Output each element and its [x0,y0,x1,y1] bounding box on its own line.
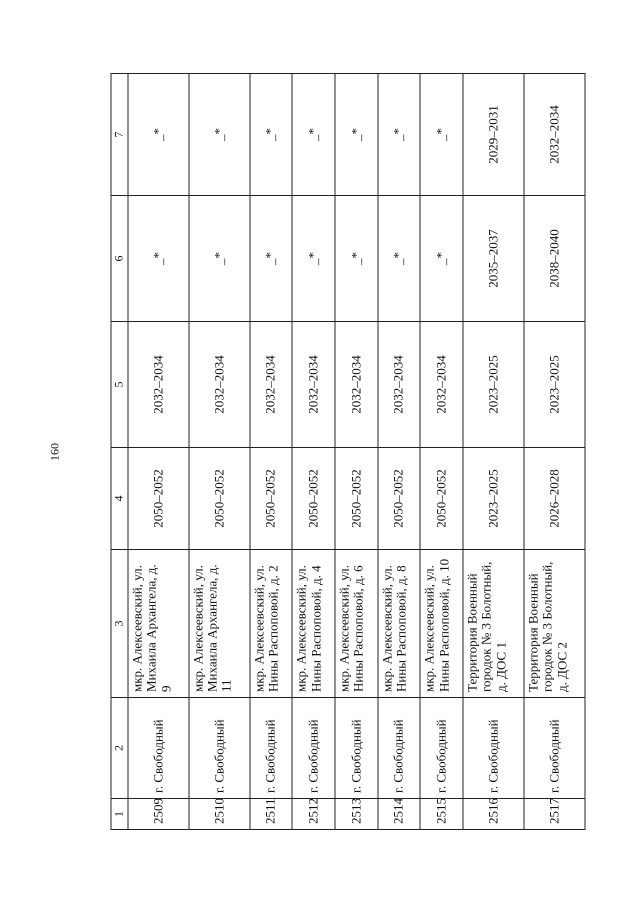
city-cell: г. Свободный [420,698,463,799]
period-cell: 2032–2034 [378,322,421,448]
period-cell: _* [335,74,378,196]
period-cell: _* [250,74,293,196]
city-cell: г. Свободный [335,698,378,799]
period-cell: _* [128,196,189,322]
city-cell: г. Свободный [292,698,335,799]
column-header: 2 [111,698,128,799]
city-cell: г. Свободный [524,698,585,799]
period-cell: 2050–2052 [420,448,463,550]
address-cell: мкр. Алексеевский, ул. Нины Распоповой, д. 10 [420,550,463,698]
period-cell: _* [378,74,421,196]
column-header: 4 [111,448,128,550]
table-row [292,74,335,830]
period-cell: 2023–2025 [524,322,585,448]
table-header-row [111,74,128,830]
address-cell: Территория Военный городок № 3 Болотный, д. ДОС 1 [463,550,524,698]
period-cell: _* [420,196,463,322]
period-cell: 2032–2034 [420,322,463,448]
period-cell: _* [378,196,421,322]
table-row [524,74,585,830]
table-row [378,74,421,830]
data-table [111,73,586,830]
city-cell: г. Свободный [128,698,189,799]
period-cell: 2032–2034 [524,74,585,196]
period-cell: 2050–2052 [292,448,335,550]
row-number: 2517 [524,799,585,830]
page-number: 160 [47,443,62,461]
period-cell: 2032–2034 [292,322,335,448]
period-cell: 2050–2052 [250,448,293,550]
period-cell: 2050–2052 [128,448,189,550]
city-cell: г. Свободный [463,698,524,799]
row-number: 2516 [463,799,524,830]
city-cell: г. Свободный [189,698,250,799]
column-header: 6 [111,196,128,322]
period-cell: 2032–2034 [128,322,189,448]
column-header: 7 [111,74,128,196]
period-cell: _* [420,74,463,196]
table-row [335,74,378,830]
period-cell: _* [292,74,335,196]
table-row [189,74,250,830]
city-cell: г. Свободный [378,698,421,799]
column-header: 3 [111,550,128,698]
period-cell: 2026–2028 [524,448,585,550]
period-cell: _* [292,196,335,322]
column-header: 5 [111,322,128,448]
table-row [128,74,189,830]
period-cell: _* [335,196,378,322]
row-number: 2511 [250,799,293,830]
row-number: 2510 [189,799,250,830]
address-cell: мкр. Алексеевский, ул. Нины Распоповой, д. 4 [292,550,335,698]
period-cell: _* [128,74,189,196]
table-row [250,74,293,830]
period-cell: 2023–2025 [463,322,524,448]
table-row [463,74,524,830]
city-cell: г. Свободный [250,698,293,799]
address-cell: мкр. Алексеевский, ул. Михаила Архангела, д. 11 [189,550,250,698]
period-cell: 2023–2025 [463,448,524,550]
period-cell: 2050–2052 [378,448,421,550]
row-number: 2509 [128,799,189,830]
period-cell: 2032–2034 [189,322,250,448]
period-cell: 2035–2037 [463,196,524,322]
period-cell: _* [189,74,250,196]
table-row [420,74,463,830]
address-cell: мкр. Алексеевский, ул. Михаила Архангела, д. 9 [128,550,189,698]
address-cell: Территория Военный городок № 3 Болотный, д. ДОС 2 [524,550,585,698]
period-cell: 2050–2052 [335,448,378,550]
period-cell: 2029–2031 [463,74,524,196]
column-header: 1 [111,799,128,830]
address-cell: мкр. Алексеевский, ул. Нины Распоповой, д. 2 [250,550,293,698]
period-cell: 2032–2034 [250,322,293,448]
period-cell: 2050–2052 [189,448,250,550]
rotated-table-container [111,74,586,830]
period-cell: 2038–2040 [524,196,585,322]
period-cell: _* [250,196,293,322]
period-cell: _* [189,196,250,322]
row-number: 2513 [335,799,378,830]
row-number: 2512 [292,799,335,830]
address-cell: мкр. Алексеевский, ул. Нины Распоповой, д. 6 [335,550,378,698]
address-cell: мкр. Алексеевский, ул. Нины Распоповой, д. 8 [378,550,421,698]
period-cell: 2032–2034 [335,322,378,448]
row-number: 2514 [378,799,421,830]
row-number: 2515 [420,799,463,830]
